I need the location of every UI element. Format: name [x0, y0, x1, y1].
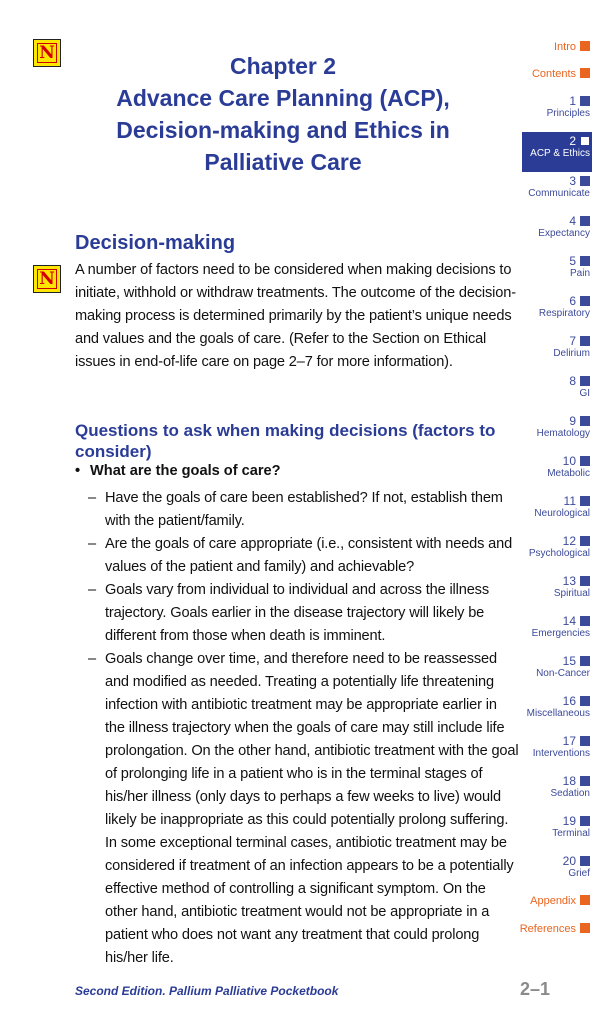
dash-item: – Have the goals of care been established? If not, establish them with the patient/family. [88, 487, 520, 533]
nav-square-icon [580, 656, 590, 666]
nav-square-icon [580, 776, 590, 786]
nav-square-icon [580, 296, 590, 306]
nav-square-icon [580, 376, 590, 386]
nav-square-icon [580, 576, 590, 586]
dash-item: – Are the goals of care appropriate (i.e., consistent with needs and values of the patient and family) and achievable? [88, 533, 520, 579]
nav-intro[interactable]: Intro [522, 38, 592, 65]
nav-square-icon [580, 496, 590, 506]
footer-edition: Second Edition. Pallium Palliative Pocketbook [75, 984, 339, 998]
chapter-title-line: Chapter 2 [229, 53, 337, 79]
nav-appendix[interactable]: Appendix [522, 892, 592, 920]
bullet-dot: • [75, 463, 81, 479]
nav-chapter-19[interactable]: 19 Terminal [552, 814, 590, 839]
nav-chapter-20[interactable]: 20 Grief [562, 854, 590, 879]
nav-square-icon [580, 336, 590, 346]
page-number: 2–1 [519, 979, 550, 999]
chapter-title [80, 50, 486, 178]
nav-chapter-17[interactable]: 17 Interventions [532, 734, 590, 759]
nav-square-icon [580, 41, 590, 51]
nav-square-icon [580, 416, 590, 426]
nav-chapter-10[interactable]: 10 Metabolic [547, 454, 590, 479]
nav-square-icon [580, 96, 590, 106]
nav-chapter-9[interactable]: 9 Hematology [536, 414, 590, 439]
dash-list [88, 487, 520, 970]
nav-square-icon [580, 176, 590, 186]
nav-chapter-11[interactable]: 11 Neurological [534, 494, 590, 519]
nav-square-icon [580, 816, 590, 826]
dash-item: – Goals change over time, and therefore need to be reassessed and modified as needed. Treating a potentially life threatening infection with antibiotic treatment may be appropriate earlier in the illness trajectory when the goals of care may still include life prolongation. On the other hand, antibiotic treatment with the goal of prolonging life in a patient who is in the terminal stages of his/her illness (only days to perhaps a few weeks to live) would likely be inappropriate as this could potentially prolong suffering. In some exceptional terminal cases, antibiotic treatment may be considered if treatment of an infection appears to be a potentially effective method of controlling a significant symptom. On the other hand, antibiotic treatment would not be appropriate in a patient who does not want any treatment that could prolong his/her life. [88, 648, 520, 970]
nav-square-icon [580, 616, 590, 626]
nav-square-icon [580, 696, 590, 706]
section-heading: Decision-making [75, 232, 236, 254]
nav-square-icon [580, 895, 590, 905]
bullet-text: What are the goals of care? [90, 463, 281, 479]
nav-chapter-12[interactable]: 12 Psychological [528, 534, 590, 559]
nav-chapter-1[interactable]: 1 Principles [546, 94, 590, 119]
nav-square-icon [580, 736, 590, 746]
nav-chapter-4[interactable]: 4 Expectancy [538, 214, 590, 239]
chapter-title-line: Decision-making and Ethics in [116, 117, 450, 143]
intro-paragraph: A number of factors need to be considered when making decisions to initiate, withhold or withdraw treatments. The outcome of the decision-making process is determined primarily by the patient’s unique needs and values and the goals of care. (Refer to the Section on Ethical issues in end-of-life care on page 2–7 for more information). [75, 262, 516, 370]
nav-chapter-18[interactable]: 18 Sedation [550, 774, 590, 799]
sub-heading: Questions to ask when making decisions (factors to consider) [75, 421, 496, 461]
nav-square-icon [580, 256, 590, 266]
nav-chapter-13[interactable]: 13 Spiritual [553, 574, 590, 599]
chapter-title-line: Palliative Care [204, 149, 362, 175]
n-logo-icon[interactable]: N [33, 39, 61, 67]
nav-chapter-2[interactable]: 2 ACP & Ethics [522, 132, 592, 172]
nav-square-icon [580, 136, 590, 146]
nav-contents[interactable]: Contents [522, 65, 592, 92]
nav-square-icon [580, 456, 590, 466]
nav-square-icon [580, 856, 590, 866]
nav-references[interactable]: References [522, 920, 592, 948]
nav-chapter-8[interactable]: 8 GI [569, 374, 590, 399]
dash-item: – Goals vary from individual to individual and across the illness trajectory. Goals earlier in the disease trajectory will likely be different from those when death is imminent. [88, 579, 520, 648]
nav-chapter-14[interactable]: 14 Emergencies [531, 614, 590, 639]
nav-square-icon [580, 923, 590, 933]
nav-chapter-3[interactable]: 3 Communicate [528, 174, 590, 199]
nav-chapter-15[interactable]: 15 Non-Cancer [536, 654, 590, 679]
chapter-title-line: Advance Care Planning (ACP), [116, 85, 450, 111]
nav-square-icon [580, 536, 590, 546]
nav-square-icon [580, 216, 590, 226]
nav-chapter-5[interactable]: 5 Pain [569, 254, 590, 279]
nav-square-icon [580, 68, 590, 78]
nav-chapter-16[interactable]: 16 Miscellaneous [526, 694, 590, 719]
n-note-icon[interactable]: N [33, 265, 61, 293]
chapter-nav [519, 38, 592, 948]
bullet-item [75, 463, 281, 479]
nav-chapter-6[interactable]: 6 Respiratory [538, 294, 590, 319]
nav-chapter-7[interactable]: 7 Delirium [553, 334, 590, 359]
